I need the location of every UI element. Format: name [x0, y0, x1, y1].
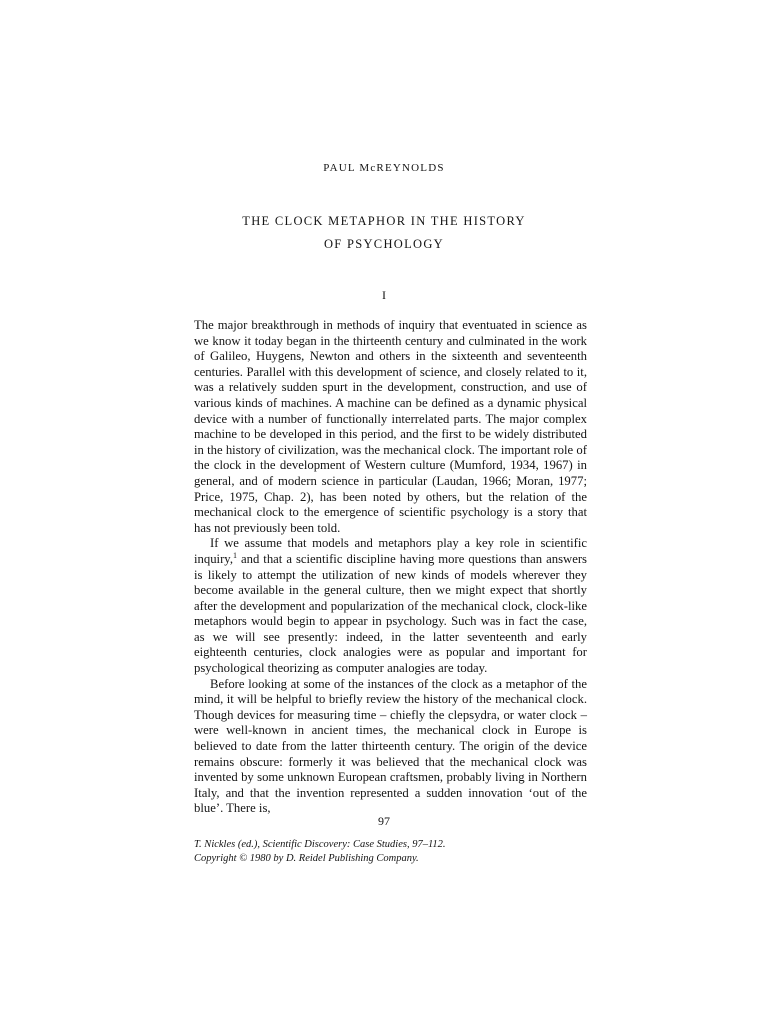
body-text	[194, 318, 587, 817]
title-line-1: THE CLOCK METAPHOR IN THE HISTORY	[242, 214, 526, 228]
paragraph-2-end: and that a scientific discipline having more questions than answers is likely to attempt the utilization of new kinds of models wherever they become available in the general culture, then we might expect that shortly after the development and popularization of the mechanical clock, clock-like metaphors would begin to appear in psychology. Such was in fact the case, as we will see presently: indeed, in the latter seventeenth and early eighteenth centuries, clock analogies were as popular and important for psychological theorizing as computer analogies are today.	[194, 551, 587, 676]
citation-line-1: T. Nickles (ed.), Scientific Discovery: Case Studies, 97–112.	[194, 839, 446, 850]
paragraph-2-start: If we assume that models and metaphors play a key role in scientific inquiry,	[194, 536, 587, 566]
paragraph-2	[194, 536, 587, 676]
article-title	[0, 210, 768, 256]
section-numeral: I	[382, 288, 386, 302]
title-line-2: OF PSYCHOLOGY	[323, 237, 445, 251]
citation-footer	[194, 838, 587, 866]
paragraph-3: Before looking at some of the instances of the clock as a metaphor of the mind, it will be helpful to briefly review the history of the mechanical clock. Though devices for measuring time – chiefly the clepsydra, or water clock – were well-known in ancient times, the mechanical clock in Europe is believed to date from the latter thirteenth century. The origin of the device remains obscure: formerly it was believed that the mechanical clock was invented by some unknown European craftsmen, probably living in Northern Italy, and that the invention represented a sudden innovation ‘out of the blue’. There is,	[194, 676, 587, 816]
author-name: PAUL McREYNOLDS	[323, 162, 445, 174]
citation-line-2: Copyright © 1980 by D. Reidel Publishing Company.	[194, 853, 419, 864]
page-number: 97	[378, 814, 390, 828]
paragraph-1: The major breakthrough in methods of inquiry that eventuated in science as we know it today began in the thirteenth century and culminated in the work of Galileo, Huygens, Newton and others in the sixteenth and seventeenth centuries. Parallel with this development of science, and closely related to it, was a relatively sudden spurt in the development, construction, and use of various kinds of machines. A machine can be defined as a dynamic physical device with a number of functionally interrelated parts. The major complex machine to be developed in this period, and the first to be widely distributed in the history of civilization, was the mechanical clock. The important role of the clock in the development of Western culture (Mumford, 1934, 1967) in general, and of modern science in particular (Laudan, 1966; Moran, 1977; Price, 1975, Chap. 2), has been noted by others, but the relation of the mechanical clock to the emergence of scientific psychology is a story that has not previously been told.	[194, 318, 587, 535]
footnote-marker[interactable]: 1	[233, 550, 237, 560]
